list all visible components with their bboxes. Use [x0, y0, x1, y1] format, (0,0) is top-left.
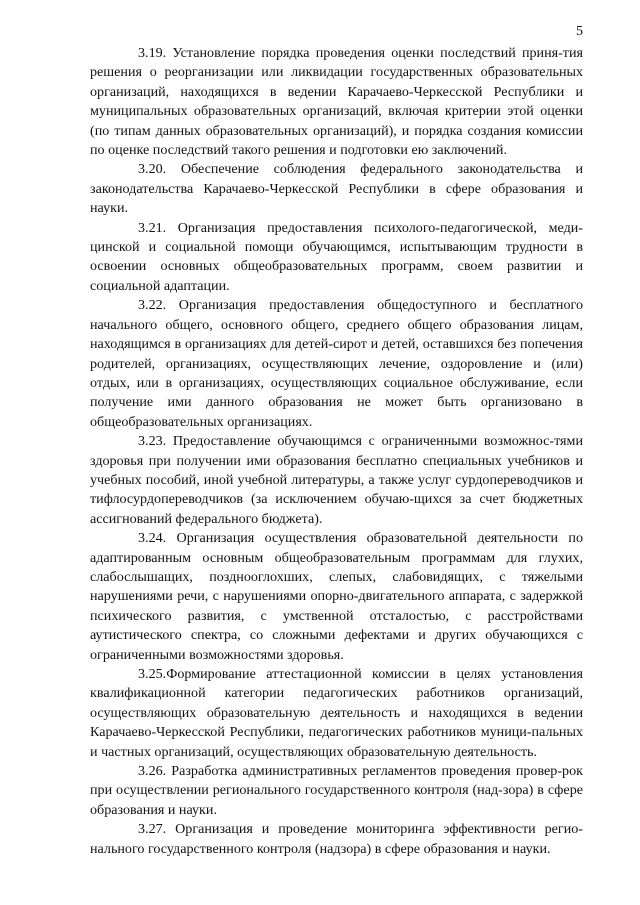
page-number: 5	[576, 24, 583, 39]
paragraph-3-24: 3.24. Организация осуществления образовательной деятельности по адаптированным основным общеобразовательным программам для глухих, слабослышащих, позднооглохших, слепых, слабовидящих, с тяжелыми нарушениями речи, с нарушениями опорно-двигательного аппарата, с задержкой психического развития, с умственной отсталостью, с расстройствами аутистического спектра, со сложными дефектами и других обучающихся с ограниченными возможностями здоровья.	[90, 530, 583, 663]
paragraph-3-27: 3.27. Организация и проведение мониторинга эффективности регио-нального государственного контроля (надзора) в сфере образования и науки.	[90, 821, 583, 857]
paragraph-3-25: 3.25.Формирование аттестационной комиссии в целях установления квалификационной категории педагогических работников организаций, осуществляющих образовательную деятельность и находящихся в ведении Карачаево-Черкесской Республики, педагогических работников муници-пальных и частных организаций, осуществляющих образовательную деятельность.	[90, 666, 583, 760]
paragraph-3-23: 3.23. Предоставление обучающимся с ограниченными возможнос-тями здоровья при получении ими образования бесплатно специальных учебников и учебных пособий, иной учебной литературы, а также услуг сурдопереводчиков и тифлосурдопереводчиков (за исключением обучаю-щихся за счет бюджетных ассигнований федерального бюджета).	[90, 433, 583, 527]
paragraph-3-21: 3.21. Организация предоставления психолого-педагогической, меди-цинской и социальной помощи обучающимся, испытывающим трудности в освоении основных общеобразовательных программ, своем развитии и социальной адаптации.	[90, 219, 583, 294]
paragraph-3-19: 3.19. Установление порядка проведения оценки последствий приня-тия решения о реорганизации или ликвидации государственных образовательных организаций, находящихся в ведении Карачаево-Черкесской Республики и муниципальных образовательных организаций, включая критерии этой оценки (по типам данных образовательных организаций), и порядка создания комиссии по оценке последствий такого решения и подготовки ею заключений.	[90, 45, 583, 159]
paragraph-3-20: 3.20. Обеспечение соблюдения федерального законодательства и законодательства Карачаево-Черкесской Республики в сфере образования и науки.	[90, 161, 583, 217]
paragraph-3-26: 3.26. Разработка административных регламентов проведения провер-рок при осуществлении регионального государственного контроля (над-зора) в сфере образования и науки.	[90, 763, 583, 818]
document-body	[90, 44, 583, 859]
paragraph-3-22: 3.22. Организация предоставления общедоступного и бесплатного начального общего, основного общего, среднего общего образования лицам, находящимся в организациях для детей-сирот и детей, оставшихся без попечения родителей, организациях, осуществляющих лечение, оздоровление и (или) отдых, или в организациях, осуществляющих социальное обслуживание, если получение ими данного образования не может быть организовано в общеобразовательных организациях.	[90, 297, 583, 430]
